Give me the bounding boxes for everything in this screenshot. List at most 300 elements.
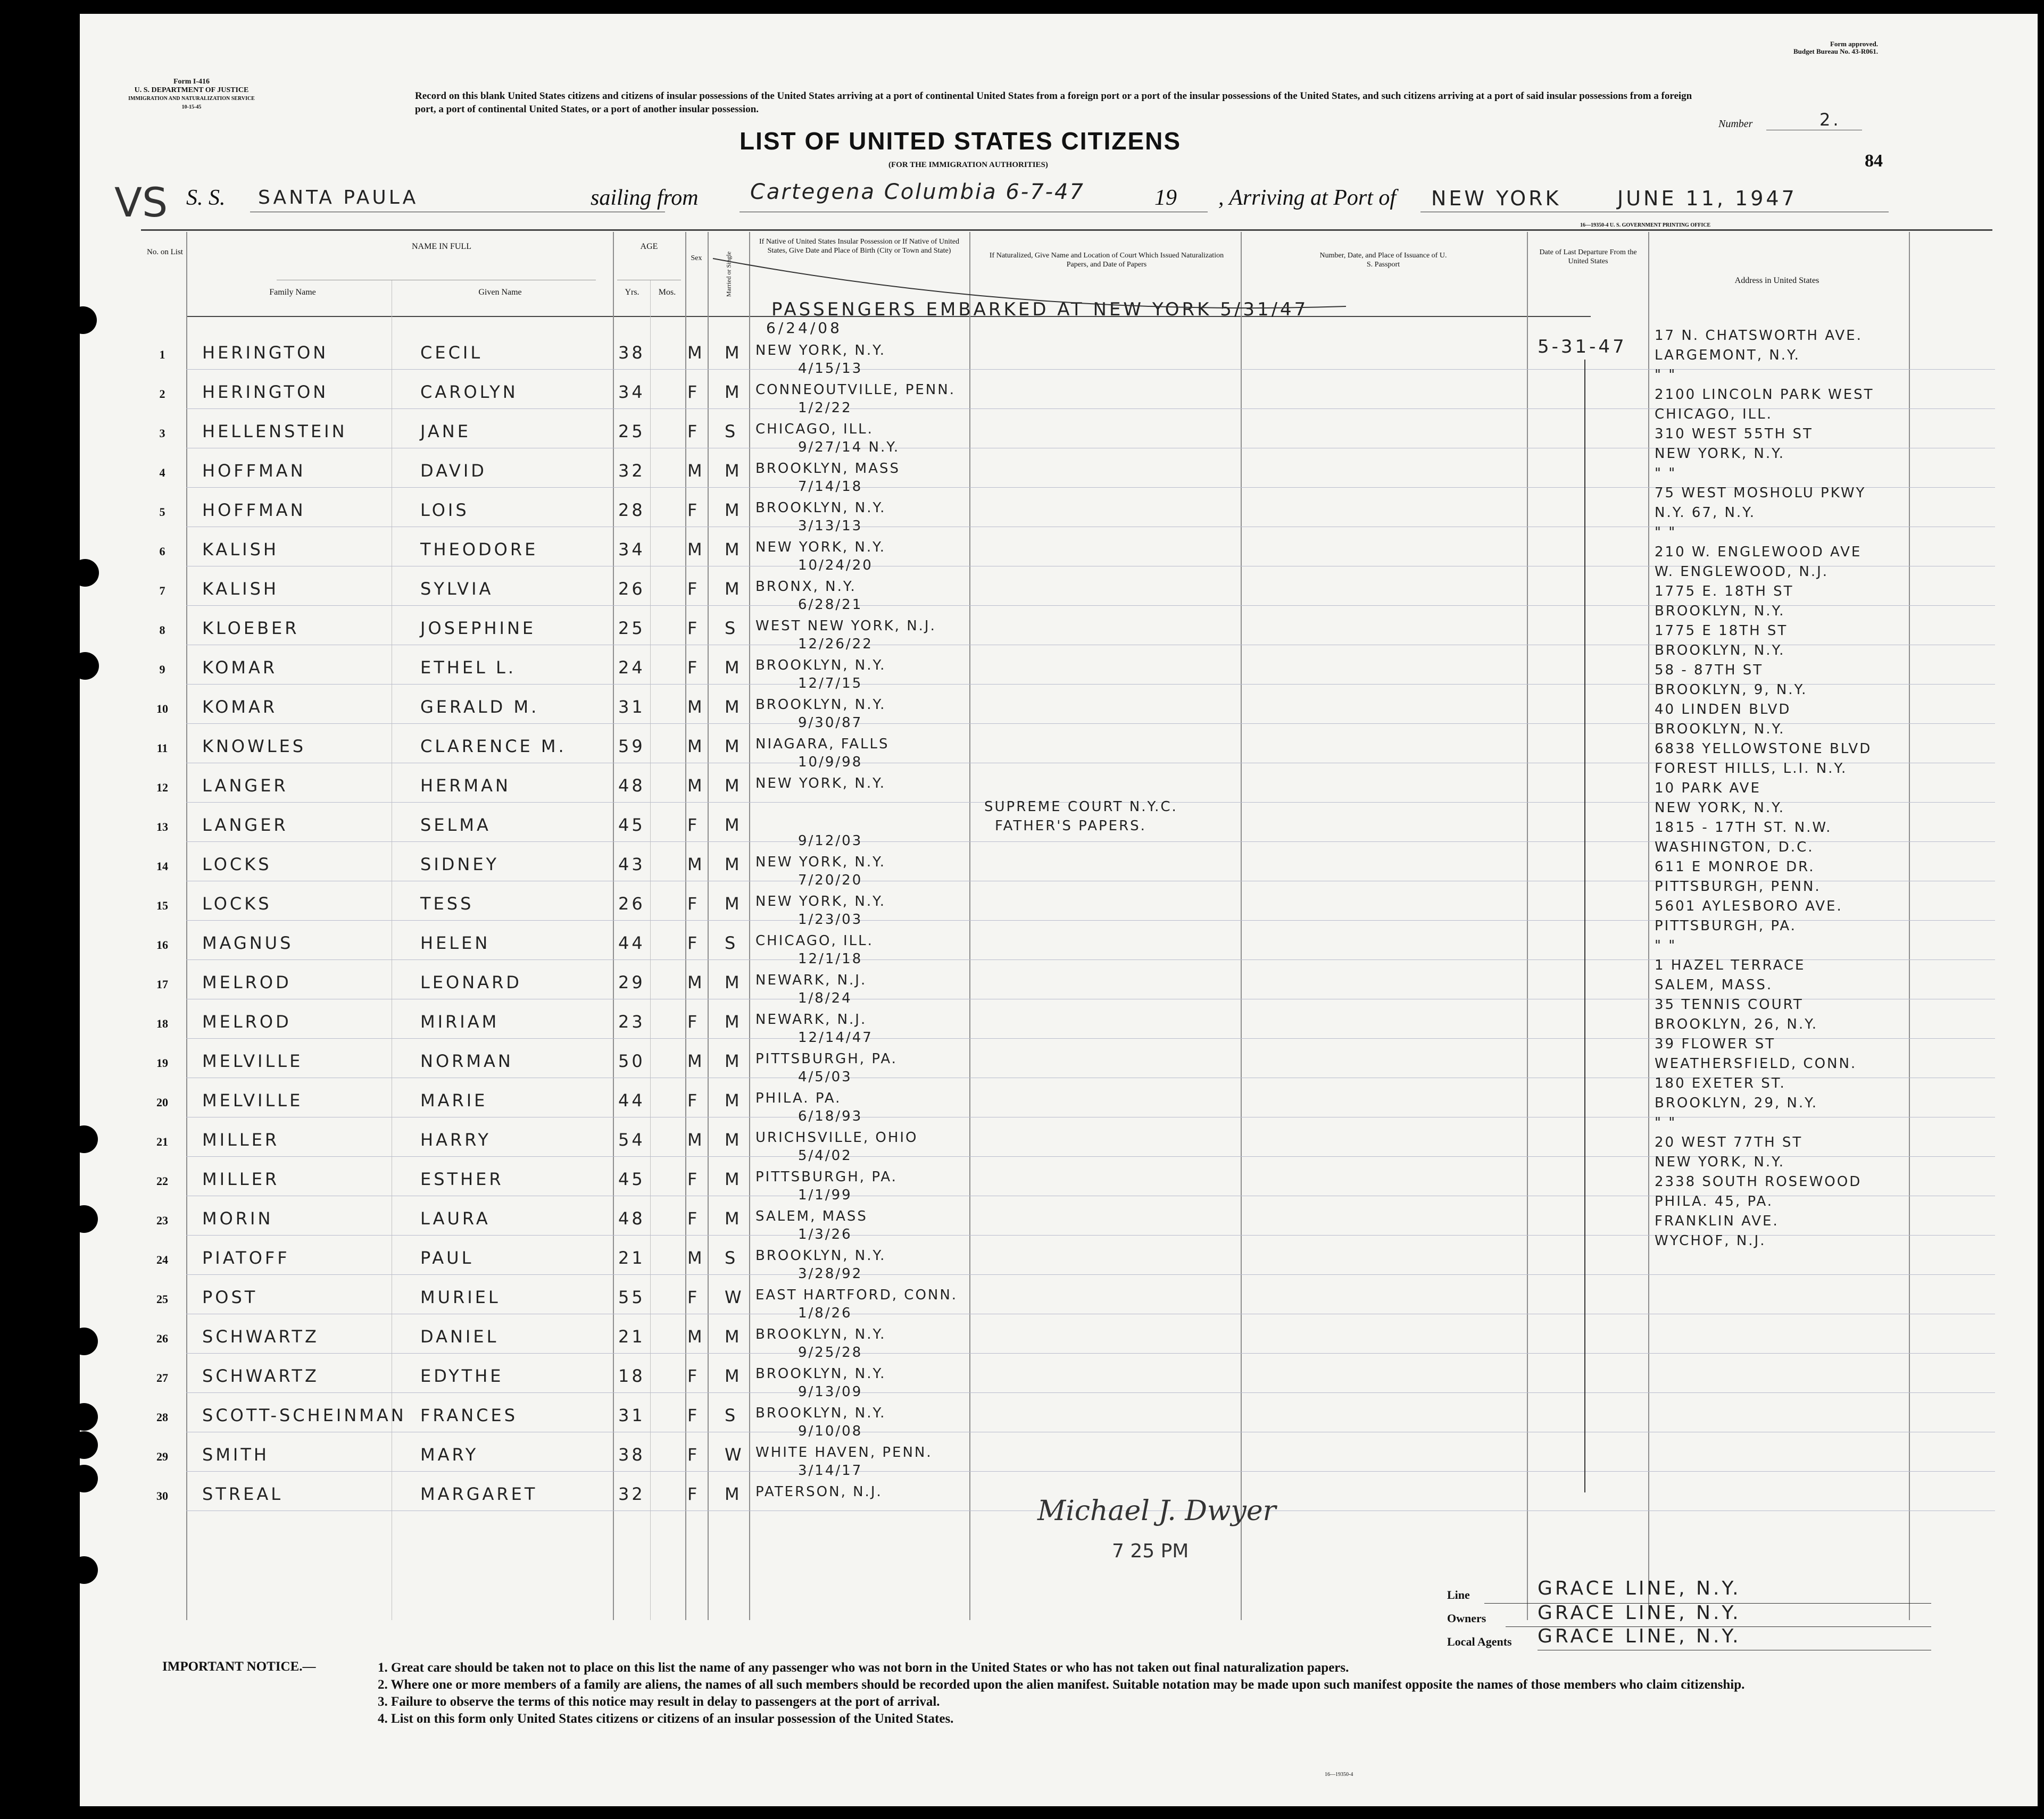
address-line: 10 PARK AVE	[1655, 780, 1761, 796]
family-name: STREAL	[202, 1484, 284, 1504]
sex: M	[687, 972, 702, 992]
marital-status: M	[725, 972, 740, 992]
sex: F	[687, 1208, 697, 1229]
punch-hole	[70, 1205, 98, 1233]
address-line: 40 LINDEN BLVD	[1655, 702, 1791, 717]
family-name: HERINGTON	[202, 343, 329, 363]
given-name: PAUL	[420, 1248, 474, 1268]
row-rule	[186, 369, 1995, 370]
age-years: 21	[618, 1326, 645, 1347]
family-name: HOFFMAN	[202, 461, 306, 481]
header-no: No. on List	[147, 248, 183, 256]
age-years: 50	[618, 1051, 645, 1071]
family-name: PIATOFF	[202, 1248, 290, 1268]
notice-item: 1. Great care should be taken not to place on this list the name of any passenger who was not born in the United States or who has not taken out final naturalization papers.	[378, 1661, 1349, 1675]
address-line: 17 N. CHATSWORTH AVE.	[1655, 328, 1863, 344]
last-departure-value: 5-31-47	[1538, 336, 1627, 357]
row-number: 3	[159, 427, 165, 440]
sex: F	[687, 1012, 697, 1032]
punch-hole	[70, 1125, 98, 1153]
owners-label: Owners	[1447, 1612, 1486, 1625]
page-subtitle: (FOR THE IMMIGRATION AUTHORITIES)	[888, 161, 1048, 169]
punch-hole	[70, 1431, 98, 1459]
col-divider	[186, 232, 187, 1620]
sex: F	[687, 894, 697, 914]
address-line: PITTSBURGH, PENN.	[1655, 879, 1821, 895]
birth-date: 12/7/15	[798, 675, 863, 691]
printing-office: 16—19350-4 U. S. GOVERNMENT PRINTING OFFICE	[1580, 222, 1711, 228]
sailing-label: sailing from	[591, 186, 699, 210]
family-name: POST	[202, 1287, 258, 1307]
given-name: MURIEL	[420, 1287, 501, 1307]
sex: M	[687, 1051, 702, 1071]
line-label: Line	[1447, 1588, 1470, 1601]
row-number: 12	[156, 781, 168, 794]
family-name: HELLENSTEIN	[202, 421, 347, 441]
family-name: MELVILLE	[202, 1090, 303, 1111]
age-years: 23	[618, 1012, 645, 1032]
address-line: BROOKLYN, 29, N.Y.	[1655, 1095, 1818, 1111]
number-label: Number	[1718, 118, 1753, 130]
address-line: 2100 LINCOLN PARK WEST	[1655, 387, 1874, 403]
address-line: WASHINGTON, D.C.	[1655, 839, 1814, 855]
family-name: MILLER	[202, 1130, 280, 1150]
given-name: NORMAN	[420, 1051, 513, 1071]
marital-status: S	[725, 1248, 736, 1268]
marital-status: M	[725, 343, 740, 363]
row-number: 23	[156, 1214, 168, 1227]
manifest-sheet	[80, 14, 2038, 1806]
marital-status: S	[725, 933, 736, 953]
row-number: 24	[156, 1253, 168, 1266]
given-name: CAROLYN	[420, 382, 518, 402]
notice-items	[378, 1659, 1947, 1728]
birth-place: NEW YORK, N.Y.	[755, 343, 886, 358]
birth-place: WHITE HAVEN, PENN.	[755, 1445, 933, 1461]
row-number: 25	[156, 1292, 168, 1306]
sex: M	[687, 1248, 702, 1268]
marital-status: M	[725, 382, 740, 402]
row-number: 19	[156, 1056, 168, 1070]
family-name: KNOWLES	[202, 736, 306, 756]
header-name-in-full: NAME IN FULL	[412, 242, 471, 251]
given-name: DAVID	[420, 461, 487, 481]
birth-place: NIAGARA, FALLS	[755, 736, 890, 752]
sex: F	[687, 815, 697, 835]
given-name: SIDNEY	[420, 854, 500, 874]
marital-status: M	[725, 461, 740, 481]
family-name: MELVILLE	[202, 1051, 303, 1071]
given-name: CLARENCE M.	[420, 736, 567, 756]
age-years: 44	[618, 1090, 645, 1111]
address-line: 5601 AYLESBORO AVE.	[1655, 898, 1843, 914]
notice-item: 2. Where one or more members of a family are aliens, the names of all such members should be recorded upon the alien manifest. Suitable notation may be made upon such manifest opposite the names of those members who claim citizenship.	[378, 1678, 1745, 1692]
given-name: MARY	[420, 1445, 479, 1465]
marital-status: M	[725, 1208, 740, 1229]
birth-place: BROOKLYN, N.Y.	[755, 657, 886, 673]
address-line: 611 E MONROE DR.	[1655, 859, 1815, 875]
header-last-departure: Date of Last Departure From the United States	[1539, 248, 1637, 265]
sex: M	[687, 775, 702, 796]
given-name: MARIE	[420, 1090, 488, 1111]
age-years: 44	[618, 933, 645, 953]
row-number: 14	[156, 860, 168, 873]
address-line: " "	[1655, 465, 1677, 481]
birth-date: 1/3/26	[798, 1226, 852, 1242]
family-name: LANGER	[202, 815, 288, 835]
row-number: 21	[156, 1135, 168, 1148]
birth-place: PITTSBURGH, PA.	[755, 1051, 898, 1067]
sex: F	[687, 1484, 697, 1504]
birth-date: 10/24/20	[798, 557, 873, 573]
family-name: LOCKS	[202, 854, 272, 874]
ship-name: SANTA PAULA	[258, 187, 419, 208]
marital-status: M	[725, 1484, 740, 1504]
address-line: PITTSBURGH, PA.	[1655, 918, 1797, 934]
birth-date: 10/9/98	[798, 754, 863, 770]
birth-place: WEST NEW YORK, N.J.	[755, 618, 936, 634]
birth-date: 1/8/24	[798, 990, 852, 1006]
address-line: W. ENGLEWOOD, N.J.	[1655, 564, 1829, 580]
address-line: 1775 E 18TH ST	[1655, 623, 1788, 639]
agents-value: GRACE LINE, N.Y.	[1538, 1625, 1741, 1647]
given-name: CECIL	[420, 343, 483, 363]
sex: M	[687, 736, 702, 756]
row-number: 30	[156, 1489, 168, 1503]
age-years: 34	[618, 382, 645, 402]
birth-date: 6/18/93	[798, 1108, 863, 1124]
birth-place: NEWARK, N.J.	[755, 972, 867, 988]
sex: F	[687, 382, 697, 402]
sex: M	[687, 697, 702, 717]
given-name: LEONARD	[420, 972, 522, 992]
age-years: 59	[618, 736, 645, 756]
row-number: 26	[156, 1332, 168, 1345]
family-name: KALISH	[202, 579, 279, 599]
row-number: 15	[156, 899, 168, 912]
age-years: 32	[618, 461, 645, 481]
sex: F	[687, 579, 697, 599]
row-rule	[186, 1353, 1995, 1354]
col-divider	[749, 232, 750, 1620]
birth-place: BROOKLYN, N.Y.	[755, 1248, 886, 1264]
address-line: N.Y. 67, N.Y.	[1655, 505, 1756, 521]
address-line: 58 - 87TH ST	[1655, 662, 1764, 678]
given-name: JANE	[420, 421, 471, 441]
row-number: 16	[156, 938, 168, 952]
birth-place: NEW YORK, N.Y.	[755, 775, 886, 791]
punch-hole	[70, 1403, 98, 1431]
row-number: 7	[159, 584, 165, 597]
birth-date: 4/5/03	[798, 1069, 852, 1085]
address-line: 210 W. ENGLEWOOD AVE	[1655, 544, 1862, 560]
birth-date: 9/13/09	[798, 1384, 863, 1400]
family-name: LOCKS	[202, 894, 272, 914]
family-name: SMITH	[202, 1445, 269, 1465]
col-divider	[1648, 232, 1649, 1620]
col-divider	[613, 232, 614, 1620]
age-years: 54	[618, 1130, 645, 1150]
budget-bureau: Budget Bureau No. 43-R061.	[1793, 47, 1878, 55]
row-number: 10	[156, 702, 168, 715]
address-line: 1775 E. 18TH ST	[1655, 583, 1794, 599]
sailing-from: Cartegena Columbia 6-7-47	[750, 180, 1085, 204]
footer-code: 16—19350-4	[1325, 1772, 1353, 1778]
marital-status: M	[725, 1169, 740, 1189]
birth-date: 6/28/21	[798, 597, 863, 613]
age-years: 48	[618, 1208, 645, 1229]
row1-birthdate: 6/24/08	[766, 319, 842, 337]
address-line: BROOKLYN, N.Y.	[1655, 721, 1785, 737]
punch-hole	[70, 1328, 98, 1355]
age-years: 43	[618, 854, 645, 874]
address-line: BROOKLYN, 9, N.Y.	[1655, 682, 1808, 698]
header-birth: If Native of United States Insular Possession or If Native of United States, Give Date and Place of Birth (City or Town and State)	[759, 238, 959, 255]
sex: M	[687, 461, 702, 481]
family-name: KOMAR	[202, 697, 278, 717]
birth-place: PATERSON, N.J.	[755, 1484, 883, 1500]
birth-place: NEW YORK, N.Y.	[755, 894, 886, 909]
marital-status: M	[725, 815, 740, 835]
address-line: CHICAGO, ILL.	[1655, 406, 1773, 422]
family-name: MELROD	[202, 1012, 292, 1032]
row-number: 4	[159, 466, 165, 479]
birth-place: NEW YORK, N.Y.	[755, 539, 886, 555]
service: IMMIGRATION AND NATURALIZATION SERVICE	[128, 96, 255, 102]
row-number: 9	[159, 663, 165, 676]
given-name: HELEN	[420, 933, 491, 953]
row-number: 22	[156, 1174, 168, 1188]
birth-date: 3/14/17	[798, 1463, 863, 1479]
agents-label: Local Agents	[1447, 1635, 1512, 1648]
officer-signature: Michael J. Dwyer	[1037, 1495, 1276, 1527]
given-name: MARGARET	[420, 1484, 538, 1504]
header-mos: Mos.	[658, 288, 676, 297]
family-name: SCHWARTZ	[202, 1326, 319, 1347]
margin-mark: VS	[114, 179, 168, 226]
age-years: 26	[618, 894, 645, 914]
marital-status: S	[725, 1405, 736, 1425]
birth-place: CHICAGO, ILL.	[755, 421, 874, 437]
given-name: GERALD M.	[420, 697, 539, 717]
given-name: ESTHER	[420, 1169, 504, 1189]
approval-info	[1718, 40, 1878, 55]
header-address: Address in United States	[1734, 276, 1819, 285]
table-top-border	[141, 229, 1992, 231]
sex: F	[687, 1287, 697, 1307]
sex: F	[687, 1169, 697, 1189]
family-name: MILLER	[202, 1169, 280, 1189]
marital-status: M	[725, 1090, 740, 1111]
age-years: 31	[618, 1405, 645, 1425]
age-years: 25	[618, 421, 645, 441]
header-yrs: Yrs.	[625, 288, 639, 297]
birth-date: 3/13/13	[798, 518, 863, 534]
age-years: 18	[618, 1366, 645, 1386]
family-name: HOFFMAN	[202, 500, 306, 520]
number-value: 2.	[1819, 110, 1841, 130]
marital-status: M	[725, 1051, 740, 1071]
naturalization-note-2: FATHER'S PAPERS.	[995, 818, 1146, 834]
birth-place: BROOKLYN, N.Y.	[755, 1405, 886, 1421]
birth-date: 9/30/87	[798, 715, 863, 731]
family-name: LANGER	[202, 775, 288, 796]
col-divider	[685, 232, 686, 1620]
given-name: HERMAN	[420, 775, 511, 796]
row-number: 1	[159, 348, 165, 361]
birth-date: 4/15/13	[798, 361, 863, 377]
given-name: ETHEL L.	[420, 657, 517, 678]
birth-place: SALEM, MASS	[755, 1208, 868, 1224]
header-naturalized: If Naturalized, Give Name and Location of Court Which Issued Naturalization Papers, and Date of Papers	[989, 252, 1224, 269]
form-approved: Form approved.	[1830, 40, 1878, 48]
row-number: 29	[156, 1450, 168, 1463]
given-name: LOIS	[420, 500, 469, 520]
row-rule	[186, 1392, 1995, 1393]
age-years: 45	[618, 815, 645, 835]
given-name: FRANCES	[420, 1405, 518, 1425]
address-line: FOREST HILLS, L.I. N.Y.	[1655, 761, 1848, 777]
port-name: NEW YORK	[1431, 187, 1561, 210]
birth-date: 1/23/03	[798, 912, 863, 928]
address-line: 1815 - 17TH ST. N.W.	[1655, 820, 1832, 836]
given-name: MIRIAM	[420, 1012, 500, 1032]
row-number: 27	[156, 1371, 168, 1384]
birth-place: EAST HARTFORD, CONN.	[755, 1287, 958, 1303]
col-divider	[969, 232, 970, 1620]
punch-hole	[70, 1556, 98, 1584]
address-line: NEW YORK, N.Y.	[1655, 446, 1785, 462]
annotation-arrow	[708, 237, 1378, 317]
row-rule	[186, 1274, 1995, 1275]
naturalization-note-1: SUPREME COURT N.Y.C.	[984, 799, 1178, 815]
given-name: LAURA	[420, 1208, 491, 1229]
header-age: AGE	[640, 242, 658, 251]
given-name: HARRY	[420, 1130, 491, 1150]
marital-status: M	[725, 894, 740, 914]
birth-date: 12/14/47	[798, 1030, 873, 1046]
marital-status: M	[725, 1012, 740, 1032]
birth-place: PHILA. PA.	[755, 1090, 842, 1106]
address-line: BROOKLYN, 26, N.Y.	[1655, 1016, 1818, 1032]
birth-place: PITTSBURGH, PA.	[755, 1169, 898, 1185]
age-years: 32	[618, 1484, 645, 1504]
family-name: KOMAR	[202, 657, 278, 678]
address-line: BROOKLYN, N.Y.	[1655, 643, 1785, 658]
form-number: Form I-416	[173, 78, 210, 86]
given-name: SYLVIA	[420, 579, 494, 599]
col-divider	[650, 280, 651, 1620]
sex: F	[687, 500, 697, 520]
age-years: 25	[618, 618, 645, 638]
birth-place: BRONX, N.Y.	[755, 579, 857, 595]
birth-date: 12/26/22	[798, 636, 873, 652]
family-name: SCOTT-SCHEINMAN	[202, 1405, 406, 1425]
given-name: THEODORE	[420, 539, 538, 560]
family-name: MORIN	[202, 1208, 273, 1229]
punch-hole	[70, 1465, 98, 1492]
embark-note: PASSENGERS EMBARKED AT NEW YORK 5/31/47	[771, 299, 1309, 320]
page-title: LIST OF UNITED STATES CITIZENS	[740, 127, 1182, 155]
address-line: 20 WEST 77TH ST	[1655, 1134, 1803, 1150]
sex: F	[687, 1366, 697, 1386]
marital-status: M	[725, 539, 740, 560]
address-line: " "	[1655, 524, 1677, 540]
address-line: " "	[1655, 1115, 1677, 1131]
ditto-line	[1584, 360, 1585, 1492]
instructions: Record on this blank United States citizens and citizens of insular possessions of the United States arriving at a port of continental United States from a foreign port or a port of the insular possessions of the United States, and such citizens arriving at a port of said insular possessions from a foreign port, a port of continental United States, or a port of another insular possession.	[415, 90, 1692, 115]
notice-item: 3. Failure to observe the terms of this notice may result in delay to passengers at the port of arrival.	[378, 1695, 940, 1709]
age-years: 55	[618, 1287, 645, 1307]
sex: M	[687, 854, 702, 874]
age-years: 48	[618, 775, 645, 796]
birth-date: 7/14/18	[798, 479, 863, 495]
age-years: 28	[618, 500, 645, 520]
address-line: 35 TENNIS COURT	[1655, 997, 1804, 1013]
birth-date: 1/2/22	[798, 400, 852, 416]
address-line: BROOKLYN, N.Y.	[1655, 603, 1785, 619]
notice-heading: IMPORTANT NOTICE.—	[162, 1659, 316, 1674]
age-years: 29	[618, 972, 645, 992]
marital-status: M	[725, 697, 740, 717]
punch-hole	[69, 306, 97, 334]
birth-place: BROOKLYN, N.Y.	[755, 500, 886, 516]
year-label: 19	[1154, 186, 1177, 210]
sex: M	[687, 1326, 702, 1347]
row-number: 20	[156, 1096, 168, 1109]
marital-status: S	[725, 618, 736, 638]
birth-place: NEW YORK, N.Y.	[755, 854, 886, 870]
birth-date: 9/10/08	[798, 1423, 863, 1439]
address-line: FRANKLIN AVE.	[1655, 1213, 1779, 1229]
birth-place: URICHSVILLE, OHIO	[755, 1130, 918, 1146]
address-line: 39 FLOWER ST	[1655, 1036, 1776, 1052]
sex: M	[687, 343, 702, 363]
marital-status: M	[725, 657, 740, 678]
ss-label: S. S.	[186, 186, 226, 210]
given-name: TESS	[420, 894, 474, 914]
marital-status: M	[725, 1130, 740, 1150]
form-info	[112, 78, 271, 112]
birth-date: 12/1/18	[798, 951, 863, 967]
header-married-single: Married or Single	[725, 251, 733, 297]
age-years: 21	[618, 1248, 645, 1268]
age-years: 24	[618, 657, 645, 678]
marital-status: W	[725, 1287, 742, 1307]
address-line: SALEM, MASS.	[1655, 977, 1773, 993]
given-name: DANIEL	[420, 1326, 499, 1347]
birth-date: 5/4/02	[798, 1148, 852, 1164]
address-line: NEW YORK, N.Y.	[1655, 1154, 1785, 1170]
birth-place: BROOKLYN, N.Y.	[755, 1366, 886, 1382]
address-line: NEW YORK, N.Y.	[1655, 800, 1785, 816]
address-line: 310 WEST 55TH ST	[1655, 426, 1813, 442]
header-given-name: Given Name	[478, 288, 522, 297]
sex: F	[687, 1090, 697, 1111]
row-number: 28	[156, 1411, 168, 1424]
marital-status: M	[725, 775, 740, 796]
sex: F	[687, 933, 697, 953]
col-divider	[1527, 232, 1528, 1620]
marital-status: M	[725, 1326, 740, 1347]
given-name: JOSEPHINE	[420, 618, 536, 638]
notice-item: 4. List on this form only United States citizens or citizens of an insular possession of the United States.	[378, 1712, 954, 1726]
address-line: 180 EXETER ST.	[1655, 1075, 1786, 1091]
family-name: KLOEBER	[202, 618, 300, 638]
address-line: 2338 SOUTH ROSEWOOD	[1655, 1174, 1862, 1190]
owners-value: GRACE LINE, N.Y.	[1538, 1602, 1741, 1624]
birth-place: BROOKLYN, N.Y.	[755, 1326, 886, 1342]
